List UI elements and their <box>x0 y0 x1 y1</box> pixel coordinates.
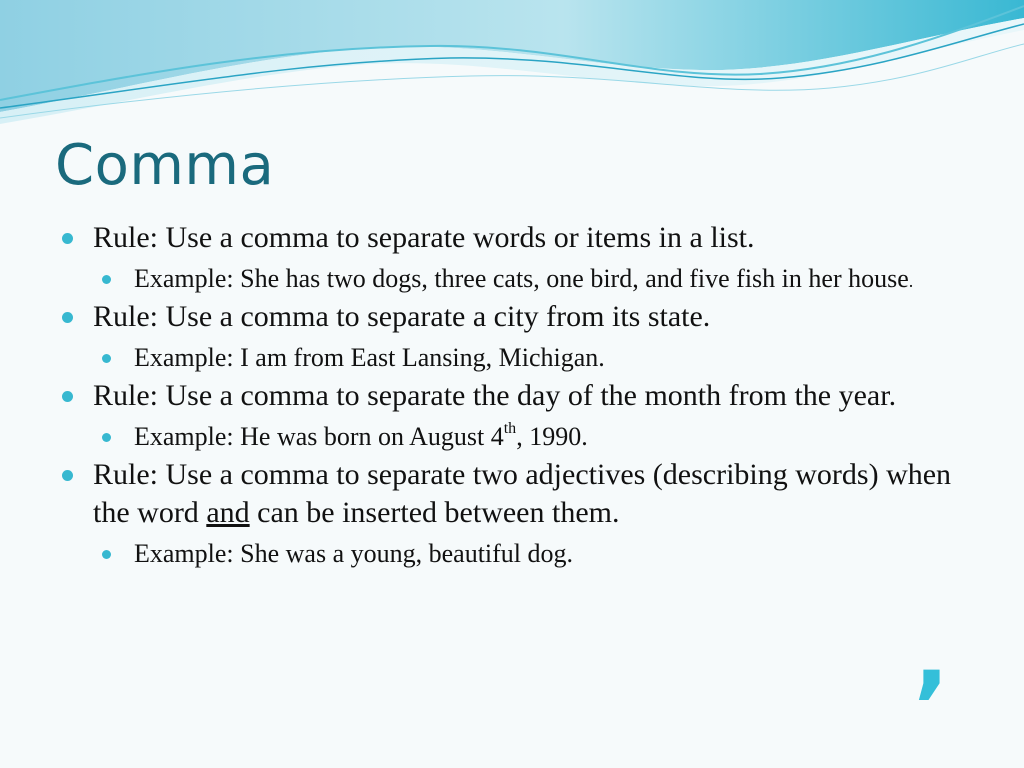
rule-text-end: can be inserted between them. <box>249 496 620 529</box>
bullet-dot-icon <box>62 391 73 402</box>
example-item <box>102 537 962 571</box>
example-text: Example: She was a young, beautiful dog. <box>134 539 574 568</box>
rule-text: Rule: Use a comma to separate two adjectives (describing words) when the word <box>93 458 952 529</box>
example-period: . <box>908 271 914 291</box>
rule-item <box>62 377 962 415</box>
ordinal-suffix: th <box>503 420 517 437</box>
example-item <box>102 341 962 375</box>
rule-item <box>62 219 962 257</box>
rule-text: Rule: Use a comma to separate the day of the month from the year. <box>93 379 897 412</box>
rule-item <box>62 298 962 336</box>
bullet-dot-icon <box>102 354 111 363</box>
example-item <box>102 420 962 454</box>
bullet-dot-icon <box>62 470 73 481</box>
underlined-word: and <box>206 496 250 529</box>
header-wave-decoration <box>0 0 1024 130</box>
bullet-dot-icon <box>62 312 73 323</box>
slide-title: Comma <box>55 133 275 198</box>
example-text: Example: He was born on August 4 <box>134 422 504 451</box>
bullet-list <box>62 219 962 573</box>
example-item <box>102 262 962 298</box>
example-text-end: , 1990. <box>516 422 588 451</box>
rule-text: Rule: Use a comma to separate a city from its state. <box>93 300 711 333</box>
example-text: Example: She has two dogs, three cats, one bird, and five fish in her house <box>134 264 909 293</box>
bullet-dot-icon <box>102 275 111 284</box>
comma-decoration-icon: , <box>914 602 949 709</box>
bullet-dot-icon <box>102 433 111 442</box>
example-text: Example: I am from East Lansing, Michigan. <box>134 343 605 372</box>
rule-item <box>62 456 962 532</box>
rule-text: Rule: Use a comma to separate words or items in a list. <box>93 221 755 254</box>
bullet-dot-icon <box>102 550 111 559</box>
bullet-dot-icon <box>62 233 73 244</box>
